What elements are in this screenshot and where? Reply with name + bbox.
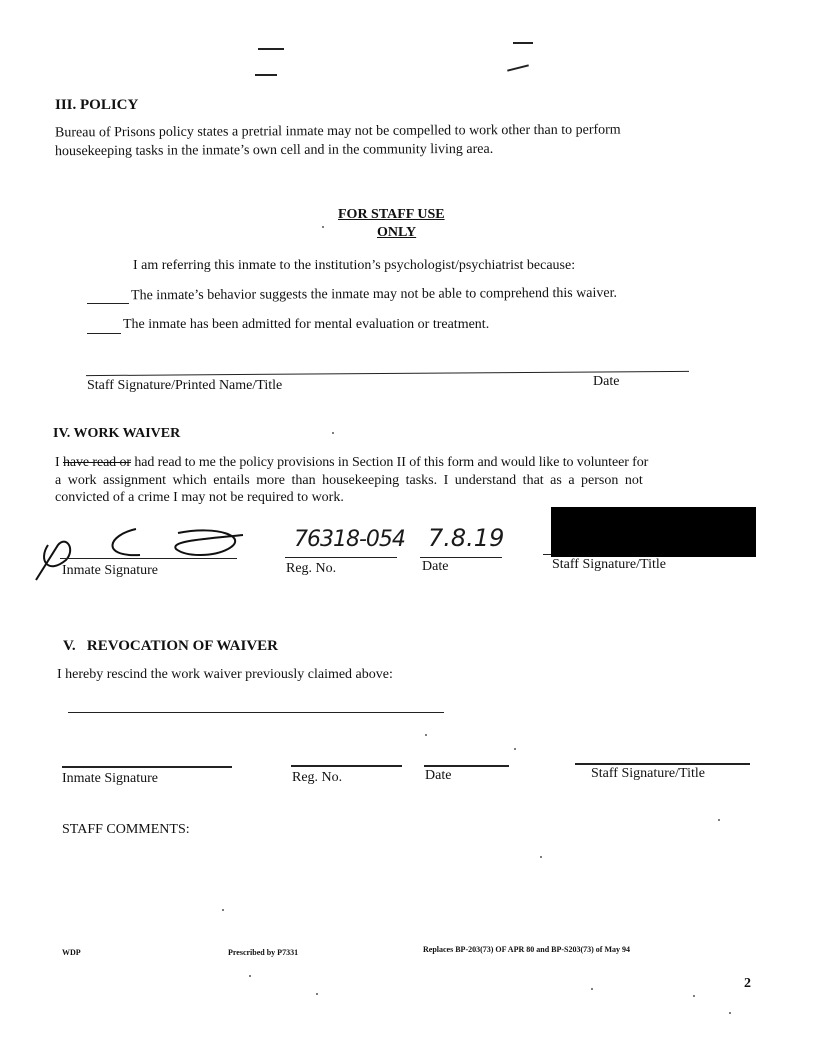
- work-waiver-text-line1-rest: had read to me the policy provisions in Section II of this form and would like to volunteer for: [130, 455, 649, 470]
- staff-date-label: Date: [593, 374, 620, 389]
- work-waiver-text-prefix: I: [55, 455, 63, 470]
- option1-text: The inmate’s behavior suggests the inmate may not be able to comprehend this waiver.: [130, 285, 618, 304]
- scan-speck: [249, 975, 251, 977]
- work-waiver-text-line2: a work assignment which entails more than housekeeping tasks. I understand that as a person not: [55, 473, 643, 488]
- header-mark-right-lower: [507, 64, 529, 71]
- date-label: Date: [422, 559, 449, 574]
- staff-use-title-line2: ONLY: [377, 225, 417, 240]
- policy-text-line2: housekeeping tasks in the inmate’s own cell and in the community living area.: [54, 141, 494, 160]
- option2-text: The inmate has been admitted for mental evaluation or treatment.: [123, 317, 490, 332]
- revoke-staff-signature-label: Staff Signature/Title: [591, 766, 705, 781]
- scan-speck: [425, 734, 427, 736]
- staff-use-title-line1: FOR STAFF USE: [338, 207, 445, 222]
- revocation-line[interactable]: [68, 712, 444, 713]
- scan-speck: [693, 995, 695, 997]
- revocation-text: I hereby rescind the work waiver previously claimed above:: [57, 667, 393, 682]
- policy-heading: III. POLICY: [55, 97, 139, 113]
- revoke-inmate-signature-line[interactable]: [62, 766, 232, 768]
- revoke-inmate-signature-label: Inmate Signature: [62, 771, 159, 786]
- header-mark-right: [513, 42, 533, 44]
- redacted-staff-signature: [551, 507, 756, 557]
- option1-checkbox-line[interactable]: [87, 303, 129, 304]
- page-number: 2: [744, 976, 751, 991]
- work-waiver-text-line1: [55, 455, 648, 471]
- footer-left: WDP: [62, 948, 81, 957]
- reg-no-label: Reg. No.: [286, 561, 337, 576]
- header-mark-left-lower: [255, 74, 277, 76]
- scan-speck: [322, 226, 324, 228]
- revoke-reg-no-label: Reg. No.: [292, 770, 343, 785]
- reg-no-line[interactable]: [285, 557, 397, 558]
- scan-speck: [316, 993, 318, 995]
- header-mark-left: [258, 48, 284, 50]
- date-line[interactable]: [420, 557, 502, 558]
- date-handwritten: 7.8.19: [428, 524, 505, 552]
- scan-speck: [591, 988, 593, 990]
- staff-signature-line-left-tick: [543, 554, 551, 555]
- referral-text: I am referring this inmate to the institution’s psychologist/psychiatrist because:: [133, 258, 576, 273]
- revocation-heading: V. REVOCATION OF WAIVER: [63, 638, 279, 654]
- revoke-date-label: Date: [425, 768, 452, 783]
- work-waiver-heading: IV. WORK WAIVER: [53, 426, 181, 441]
- scan-speck: [729, 1012, 731, 1014]
- footer-middle: Prescribed by P7331: [228, 948, 299, 957]
- struck-text: have read or: [62, 455, 131, 470]
- work-waiver-text-line3: convicted of a crime I may not be required to work.: [55, 490, 344, 505]
- scan-speck: [332, 432, 334, 434]
- scan-speck: [514, 748, 516, 750]
- inmate-signature-line[interactable]: [60, 558, 237, 559]
- footer-right: Replaces BP-203(73) OF APR 80 and BP-S203(73) of May 94: [423, 945, 631, 954]
- staff-signature-title-label: Staff Signature/Title: [552, 557, 666, 572]
- scan-speck: [718, 819, 720, 821]
- staff-comments-label: STAFF COMMENTS:: [62, 822, 190, 837]
- revoke-date-line[interactable]: [424, 765, 509, 767]
- scan-speck: [540, 856, 542, 858]
- revoke-reg-no-line[interactable]: [291, 765, 402, 767]
- scan-speck: [222, 909, 224, 911]
- inmate-signature-label: Inmate Signature: [62, 563, 159, 578]
- revoke-staff-signature-line[interactable]: [575, 763, 750, 765]
- reg-no-handwritten: 76318-054: [294, 527, 405, 552]
- policy-text-line1: Bureau of Prisons policy states a pretrial inmate may not be compelled to work other than to perform: [54, 122, 621, 141]
- staff-signature-label: Staff Signature/Printed Name/Title: [87, 378, 283, 393]
- option2-checkbox-line[interactable]: [87, 333, 121, 334]
